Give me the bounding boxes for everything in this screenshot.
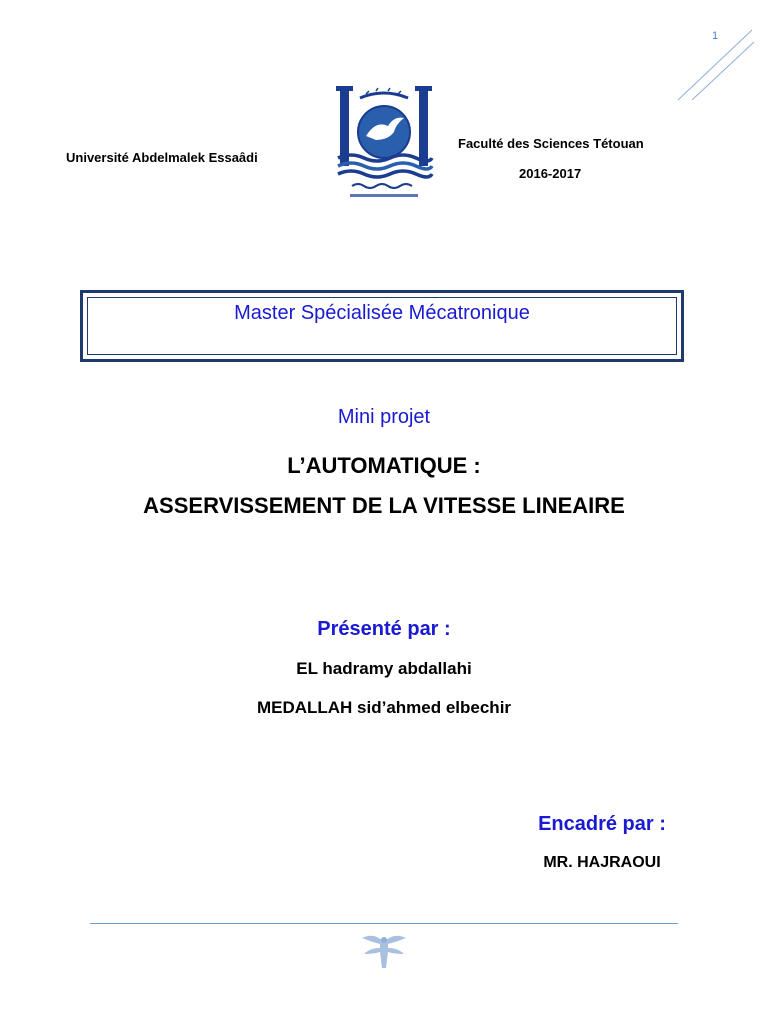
author-name: MEDALLAH sid’ahmed elbechir xyxy=(256,698,512,717)
presented-by-label: Présenté par : xyxy=(317,618,451,640)
faculty-name: Faculté des Sciences Tétouan xyxy=(458,136,644,151)
page-number: 1 xyxy=(711,30,719,42)
academic-year: 2016-2017 xyxy=(519,166,582,181)
program-title-frame xyxy=(80,290,684,362)
project-type: Mini projet xyxy=(337,406,431,428)
project-title: ASSERVISSEMENT DE LA VITESSE LINEAIRE xyxy=(143,493,625,518)
university-name: Université Abdelmalek Essaâdi xyxy=(66,150,258,165)
author-name: EL hadramy abdallahi xyxy=(296,659,472,678)
footer-divider xyxy=(90,923,678,924)
program-title: Master Spécialisée Mécatronique xyxy=(234,302,530,324)
footer-ornament-icon xyxy=(358,928,410,972)
supervisor-name: MR. HAJRAOUI xyxy=(543,854,661,871)
faculty-logo-icon xyxy=(332,82,436,204)
supervised-by-label: Encadré par : xyxy=(538,813,666,835)
project-subject: L’AUTOMATIQUE : xyxy=(287,453,481,478)
